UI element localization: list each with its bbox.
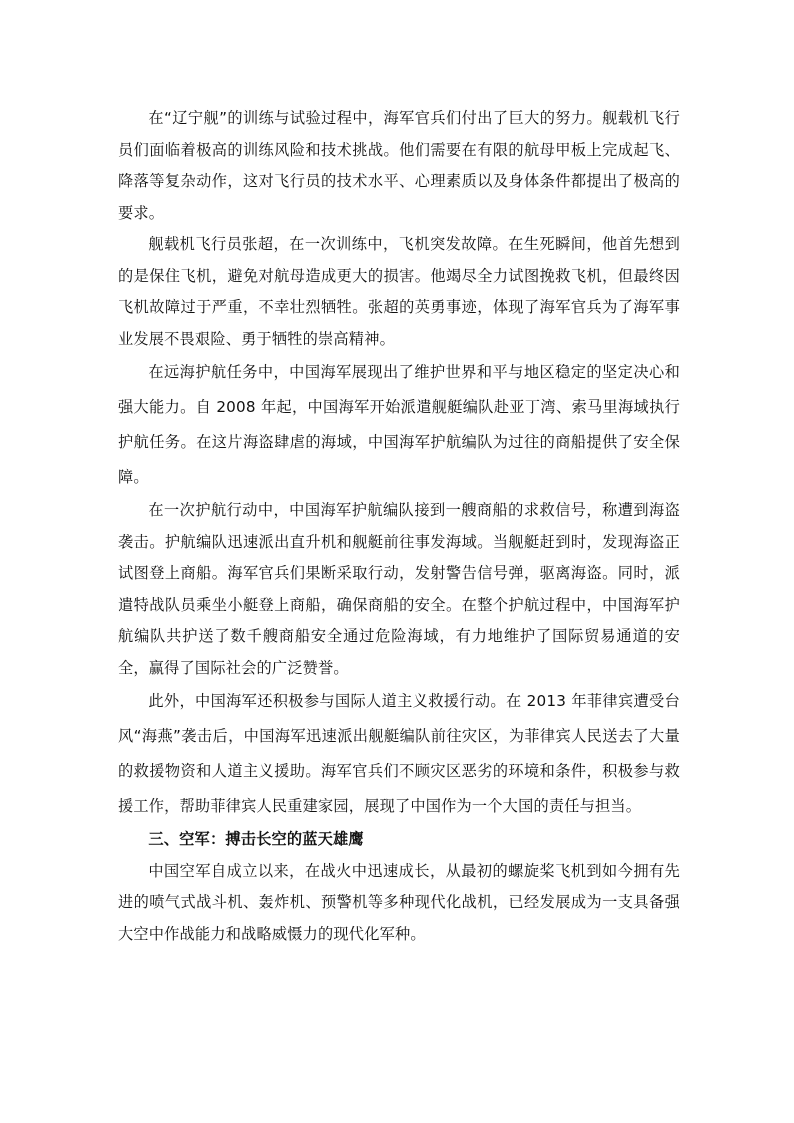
paragraph-zhang-chao: 舰载机飞行员张超，在一次训练中，飞机突发故障。在生死瞬间，他首先想到的是保住飞机，避免对航母造成更大的损害。他竭尽全力试图挽救飞机，但最终因飞机故障过于严重，不幸壮烈牺牲。张超的英勇事迹，体现了海军官兵为了海军事业发展不畏艰险、勇于牺牲的崇高精神。: [118, 235, 680, 348]
paragraph-air-force-intro: 中国空军自成立以来，在战火中迅速成长，从最初的螺旋桨飞机到如今拥有先进的喷气式战斗机、轰炸机、预警机等多种现代化战机，已经发展成为一支具备强大空中作战能力和战略威慑力的现代化军种。: [118, 861, 680, 943]
paragraph-liaoning-training: 在“辽宁舰”的训练与试验过程中，海军官兵们付出了巨大的努力。舰载机飞行员们面临着极高的训练风险和技术挑战。他们需要在有限的航母甲板上完成起飞、降落等复杂动作，这对飞行员的技术水平、心理素质以及身体条件都提出了极高的要求。: [118, 109, 680, 222]
paragraph-escort-operation: 在一次护航行动中，中国海军护航编队接到一艘商船的求救信号，称遭到海盗袭击。护航编队迅速派出直升机和舰艇前往事发海域。当舰艇赶到时，发现海盗正试图登上商船。海军官兵们果断采取行动，发射警告信号弹，驱离海盗。同时，派遣特战队员乘坐小艇登上商船，确保商船的安全。在整个护航过程中，中国海军护航编队共护送了数千艘商船安全通过危险海域，有力地维护了国际贸易通道的安全，赢得了国际社会的广泛赞誉。: [118, 501, 680, 677]
section-heading-air-force: 三、空军：搏击长空的蓝天雄鹰: [148, 830, 364, 848]
document-body: [118, 103, 680, 950]
paragraph-humanitarian-rescue: 此外，中国海军还积极参与国际人道主义救援行动。在 2013 年菲律宾遭受台风“海燕”袭击后，中国海军迅速派出舰艇编队前往灾区，为菲律宾人民送去了大量的救援物资和人道主义援助。海军官兵们不顾灾区恶劣的环境和条件，积极参与救援工作，帮助菲律宾人民重建家园，展现了中国作为一个大国的责任与担当。: [118, 692, 680, 815]
paragraph-escort-mission: 在远海护航任务中，中国海军展现出了维护世界和平与地区稳定的坚定决心和强大能力。自 2008 年起，中国海军开始派遣舰艇编队赴亚丁湾、索马里海域执行护航任务。在这片海盗肆虐的海域，中国海军护航编队为过往的商船提供了安全保障。: [118, 363, 680, 486]
